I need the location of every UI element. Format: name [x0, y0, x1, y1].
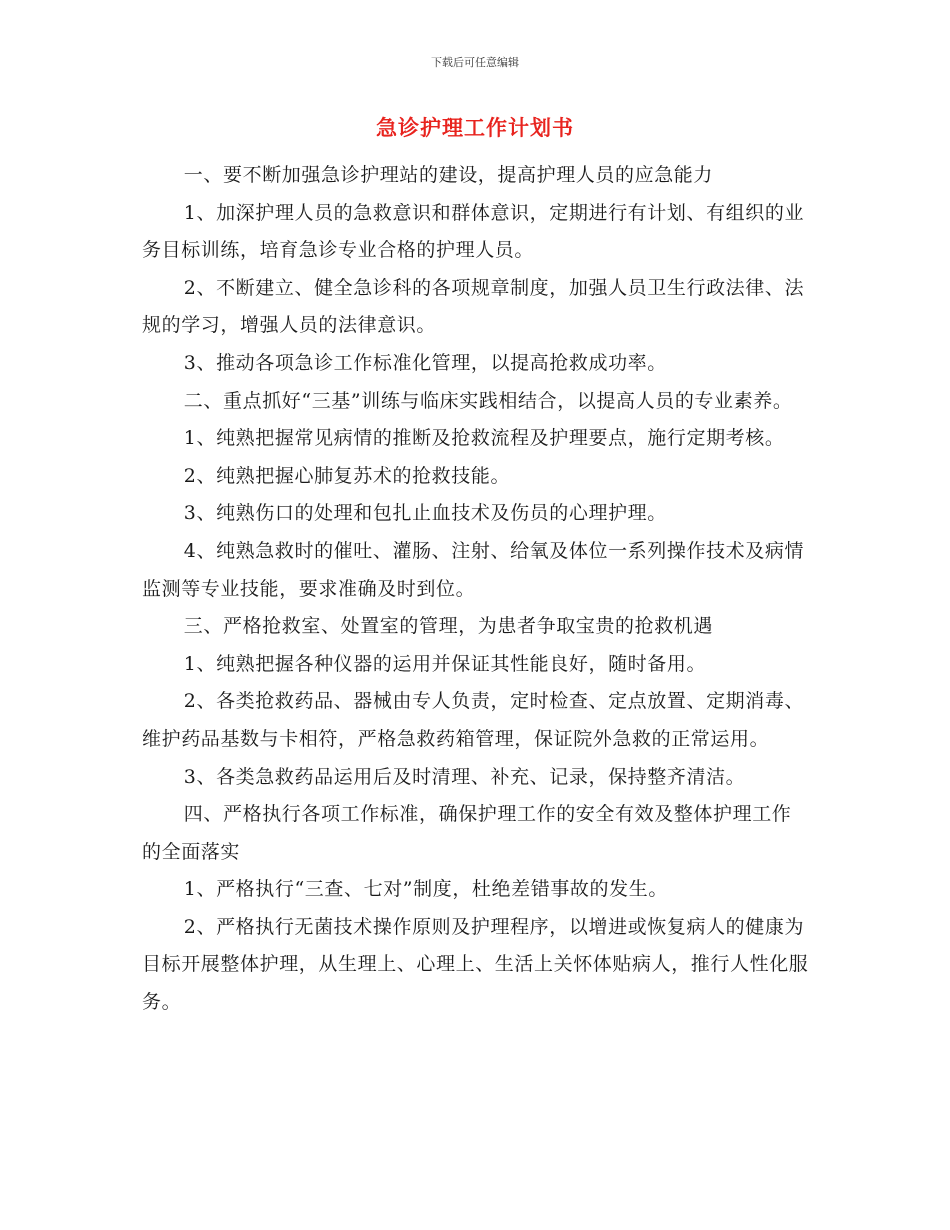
section-heading-2: 二、重点抓好“三基”训练与临床实践相结合，以提高人员的专业素养。	[183, 389, 793, 412]
paragraph: 1、严格执行“三查、七对”制度，杜绝差错事故的发生。	[183, 878, 668, 901]
paragraph: 2、不断建立、健全急诊科的各项规章制度，加强人员卫生行政法律、法规的学习，增强人员的法律意识。	[142, 276, 805, 337]
paragraph: 2、各类抢救药品、器械由专人负责，定时检查、定点放置、定期消毒、维护药品基数与卡相符，严格急救药箱管理，保证院外急救的正常运用。	[142, 690, 805, 750]
paragraph: 3、推动各项急诊工作标准化管理，以提高抢救成功率。	[183, 351, 667, 374]
document-title: 急诊护理工作计划书	[376, 116, 574, 140]
paragraph: 1、纯熟把握常见病情的推断及抢救流程及护理要点，施行定期考核。	[183, 427, 785, 450]
paragraph: 2、严格执行无菌技术操作原则及护理程序，以增进或恢复病人的健康为目标开展整体护理，从生理上、心理上、生活上关怀体贴病人，推行人性化服务。	[142, 915, 809, 1014]
paragraph: 1、加深护理人员的急救意识和群体意识，定期进行有计划、有组织的业务目标训练，培育急诊专业合格的护理人员。	[142, 201, 805, 262]
paragraph: 2、纯熟把握心肺复苏术的抢救技能。	[183, 464, 511, 487]
paragraph: 1、纯熟把握各种仪器的运用并保证其性能良好，随时备用。	[183, 652, 707, 675]
section-heading-3: 三、严格抢救室、处置室的管理，为患者争取宝贵的抢救机遇	[183, 615, 713, 638]
paragraph: 3、各类急救药品运用后及时清理、补充、记录，保持整齐清洁。	[183, 765, 746, 788]
section-heading-4: 四、严格执行各项工作标准，确保护理工作的安全有效及整体护理工作的全面落实	[142, 803, 792, 863]
header-note: 下载后可任意编辑	[431, 56, 519, 69]
paragraph: 4、纯熟急救时的催吐、灌肠、注射、给氧及体位一系列操作技术及病情监测等专业技能，要求准确及时到位。	[142, 539, 805, 600]
document-body	[142, 157, 810, 1022]
paragraph: 3、纯熟伤口的处理和包扎止血技术及伤员的心理护理。	[183, 502, 667, 525]
section-heading-1: 一、要不断加强急诊护理站的建设，提高护理人员的应急能力	[183, 164, 713, 186]
